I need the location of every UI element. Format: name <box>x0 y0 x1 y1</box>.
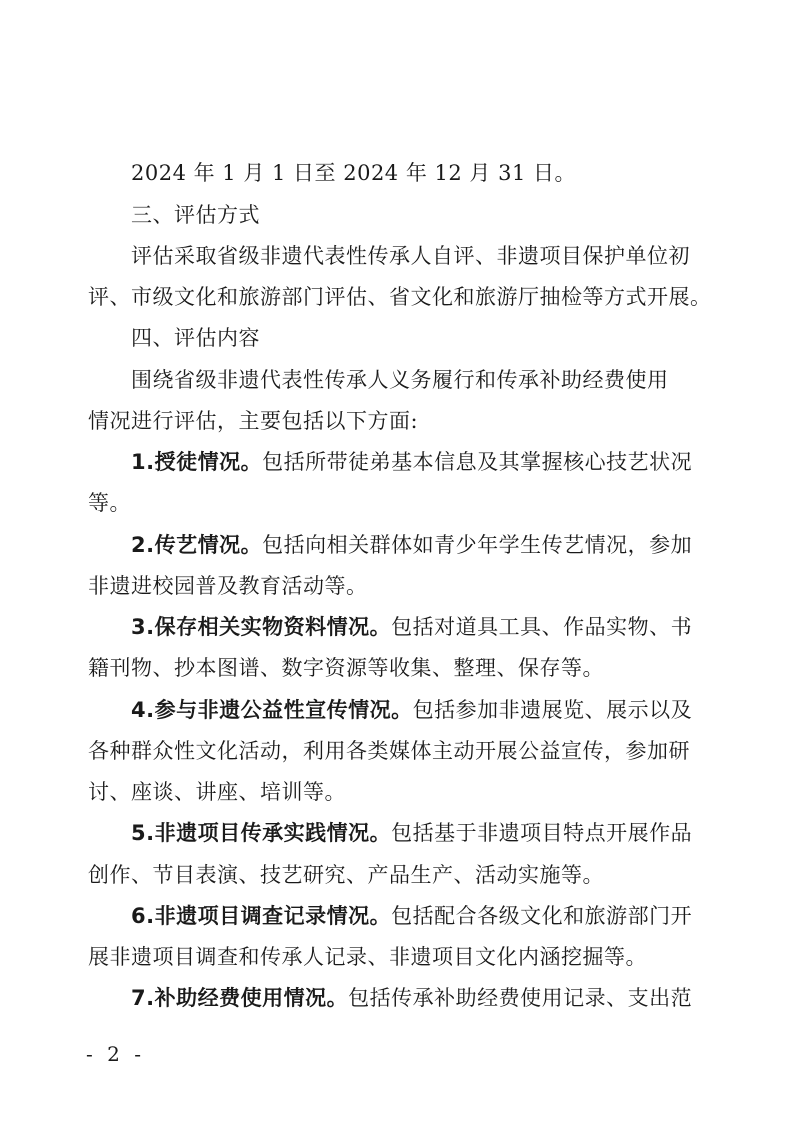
item-5-title: 5.非遗项目传承实践情况。 <box>131 821 392 845</box>
date-range-line: 2024 年 1 月 1 日至 2024 年 12 月 31 日。 <box>131 161 576 185</box>
item-6-title: 6.非遗项目调查记录情况。 <box>131 904 392 928</box>
section-3-heading: 三、评估方式 <box>131 203 260 227</box>
item-6-line-2: 展非遗项目调查和传承人记录、非遗项目文化内涵挖掘等。 <box>88 945 647 969</box>
item-4-line-2: 各种群众性文化活动，利用各类媒体主动开展公益宣传，参加研 <box>88 739 690 763</box>
item-4-title: 4.参与非遗公益性宣传情况。 <box>131 698 413 722</box>
item-6-text: 包括配合各级文化和旅游部门开 <box>391 904 693 928</box>
item-7-title: 7.补助经费使用情况。 <box>131 986 349 1010</box>
item-3-title: 3.保存相关实物资料情况。 <box>131 615 392 639</box>
item-5-text: 包括基于非遗项目特点开展作品 <box>391 821 693 845</box>
item-1-title: 1.授徒情况。 <box>131 450 263 474</box>
item-4-text: 包括参加非遗展览、展示以及 <box>412 698 693 722</box>
section-4-intro-line-1: 围绕省级非遗代表性传承人义务履行和传承补助经费使用 <box>131 368 669 392</box>
item-6-line-1 <box>131 901 751 931</box>
item-7-text: 包括传承补助经费使用记录、支出范 <box>348 986 693 1010</box>
item-4-line-3: 讨、座谈、讲座、培训等。 <box>88 780 346 804</box>
item-2-text: 包括向相关群体如青少年学生传艺情况，参加 <box>262 533 693 557</box>
item-2-line-1 <box>131 530 751 560</box>
section-3-paragraph-line-2: 评、市级文化和旅游部门评估、省文化和旅游厅抽检等方式开展。 <box>88 285 712 309</box>
item-1-line-2: 等。 <box>88 491 131 515</box>
item-5-line-2: 创作、节目表演、技艺研究、产品生产、活动实施等。 <box>88 863 604 887</box>
page-number: - 2 - <box>86 1042 145 1066</box>
item-3-line-1 <box>131 612 751 642</box>
item-1-line-1 <box>131 447 751 477</box>
section-3-paragraph-line-1: 评估采取省级非遗代表性传承人自评、非遗项目保护单位初 <box>131 244 690 268</box>
item-3-line-2: 籍刊物、抄本图谱、数字资源等收集、整理、保存等。 <box>88 656 604 680</box>
item-7-line-1 <box>131 983 751 1013</box>
item-2-title: 2.传艺情况。 <box>131 533 263 557</box>
section-4-intro-line-2: 情况进行评估，主要包括以下方面: <box>88 409 419 433</box>
section-4-heading: 四、评估内容 <box>131 326 260 350</box>
item-1-text: 包括所带徒弟基本信息及其掌握核心技艺状况 <box>262 450 693 474</box>
item-3-text: 包括对道具工具、作品实物、书 <box>391 615 693 639</box>
item-2-line-2: 非遗进校园普及教育活动等。 <box>88 574 368 598</box>
item-4-line-1 <box>131 695 751 725</box>
item-5-line-1 <box>131 818 751 848</box>
